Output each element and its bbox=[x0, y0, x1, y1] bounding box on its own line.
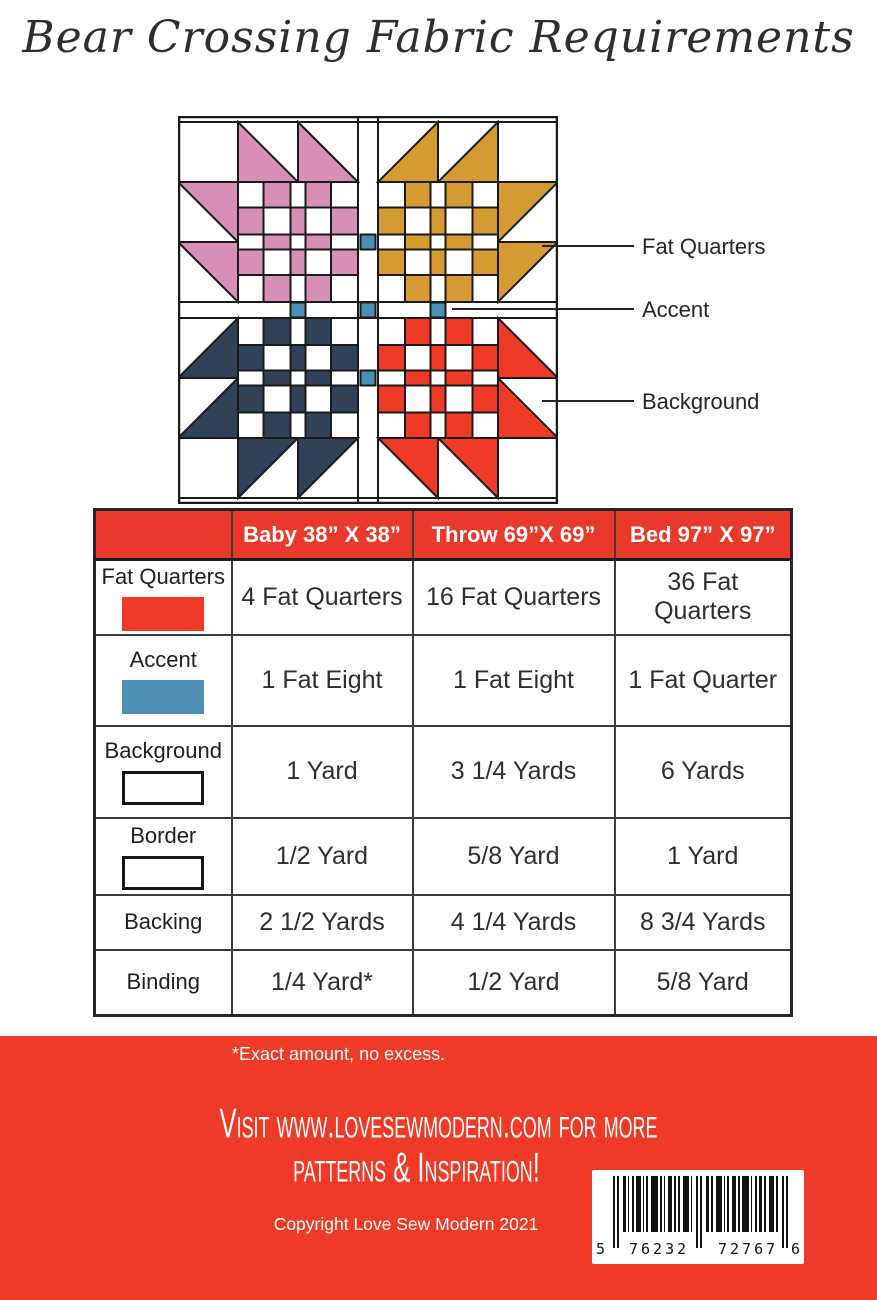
row-label: Fat Quarters bbox=[101, 563, 225, 589]
barcode-digit-group: 72767 bbox=[718, 1240, 779, 1258]
value-cell: 16 Fat Quarters bbox=[413, 560, 615, 635]
header-empty-cell bbox=[95, 510, 232, 560]
promo-line-1: Visit www.lovesewmodern.com for more bbox=[219, 1100, 658, 1148]
fat-quarters-pointer-line bbox=[542, 245, 634, 247]
header-baby: Baby 38” X 38” bbox=[232, 510, 413, 560]
value-cell: 6 Yards bbox=[615, 726, 792, 818]
quilt-diagram bbox=[178, 116, 558, 504]
legend-label-accent: Accent bbox=[642, 297, 710, 322]
barcode-digit-group: 5 bbox=[595, 1240, 606, 1258]
value-cell: 1/4 Yard* bbox=[232, 950, 413, 1016]
border-swatch bbox=[122, 856, 204, 890]
promo-line-2: patterns & Inspiration! bbox=[293, 1144, 540, 1192]
value-cell: 1 Fat Eight bbox=[232, 635, 413, 726]
legend-label-background: Background bbox=[642, 389, 760, 414]
row-label-cell bbox=[95, 818, 232, 895]
table-row bbox=[95, 950, 792, 1016]
barcode-digit-group: 76232 bbox=[629, 1240, 690, 1258]
value-cell: 8 3/4 Yards bbox=[615, 895, 792, 950]
fat-quarters-swatch bbox=[122, 597, 204, 631]
fabric-table-body bbox=[95, 560, 792, 1016]
footer-band bbox=[0, 1036, 877, 1300]
table-row bbox=[95, 560, 792, 635]
table-row bbox=[95, 818, 792, 895]
row-label: Backing bbox=[124, 909, 203, 934]
value-cell: 1 Fat Eight bbox=[413, 635, 615, 726]
table-row bbox=[95, 726, 792, 818]
accent-swatch bbox=[122, 680, 204, 714]
exact-amount-note: *Exact amount, no excess. bbox=[232, 1044, 446, 1064]
value-cell: 3 1/4 Yards bbox=[413, 726, 615, 818]
table-header-row bbox=[95, 510, 792, 560]
value-cell: 4 Fat Quarters bbox=[232, 560, 413, 635]
row-label-cell bbox=[95, 950, 232, 1016]
row-label: Background bbox=[104, 738, 222, 763]
value-cell: 1 Yard bbox=[232, 726, 413, 818]
header-throw: Throw 69”X 69” bbox=[413, 510, 615, 560]
fabric-requirements-table bbox=[93, 508, 793, 1017]
value-cell: 36 Fat Quarters bbox=[615, 560, 792, 635]
row-label-cell bbox=[95, 560, 232, 635]
row-label: Binding bbox=[126, 969, 200, 995]
accent-pointer-line bbox=[452, 308, 634, 310]
row-label: Border bbox=[130, 822, 197, 848]
copyright-text: Copyright Love Sew Modern 2021 bbox=[273, 1214, 539, 1234]
row-label-cell bbox=[95, 635, 232, 726]
value-cell: 2 1/2 Yards bbox=[232, 895, 413, 950]
value-cell: 1 Fat Quarter bbox=[615, 635, 792, 726]
table-row bbox=[95, 895, 792, 950]
value-cell: 1 Yard bbox=[615, 818, 792, 895]
value-cell: 5/8 Yard bbox=[615, 950, 792, 1016]
header-bed: Bed 97” X 97” bbox=[615, 510, 792, 560]
barcode-digit-group: 6 bbox=[790, 1240, 801, 1258]
row-label-cell bbox=[95, 895, 232, 950]
row-label: Accent bbox=[129, 646, 197, 672]
value-cell: 4 1/4 Yards bbox=[413, 895, 615, 950]
barcode bbox=[592, 1170, 804, 1264]
legend-label-fat-quarters: Fat Quarters bbox=[642, 234, 766, 259]
value-cell: 5/8 Yard bbox=[413, 818, 615, 895]
page-title: Bear Crossing Fabric Requirements bbox=[22, 12, 855, 63]
row-label-cell bbox=[95, 726, 232, 818]
value-cell: 1/2 Yard bbox=[232, 818, 413, 895]
background-pointer-line bbox=[542, 400, 634, 402]
background-swatch bbox=[122, 771, 204, 805]
table-row bbox=[95, 635, 792, 726]
value-cell: 1/2 Yard bbox=[413, 950, 615, 1016]
